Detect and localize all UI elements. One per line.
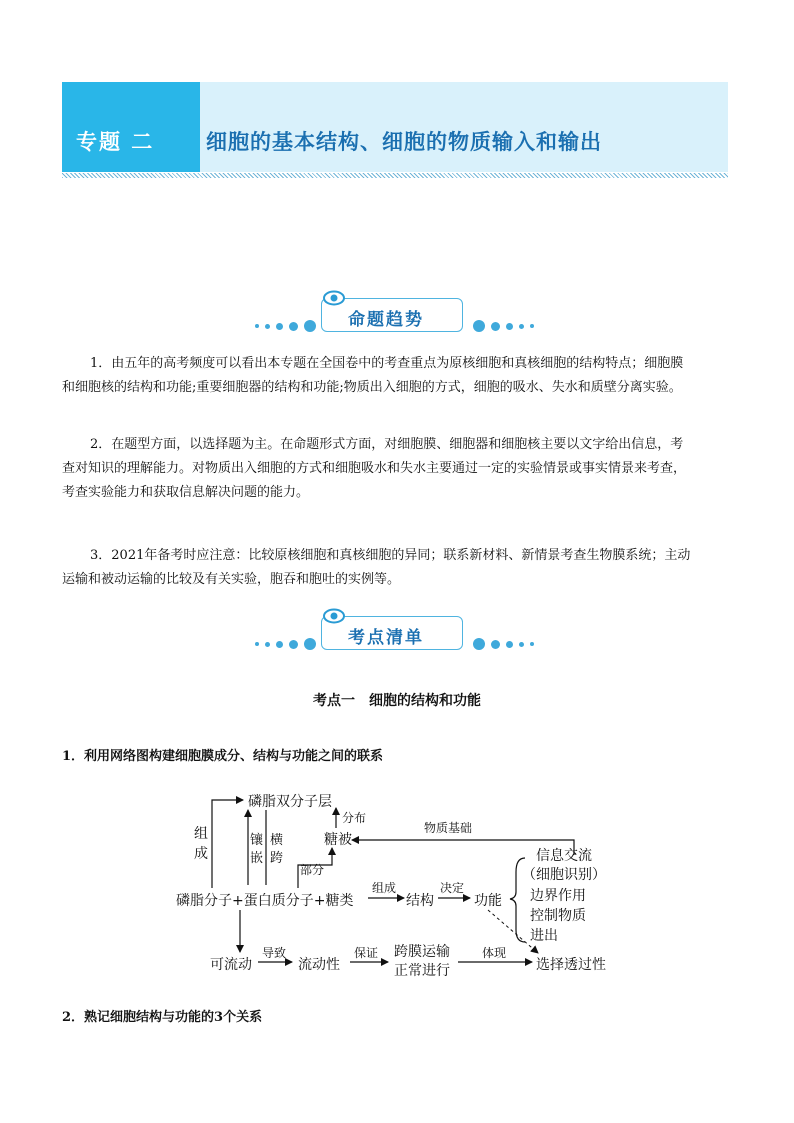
paragraph-line: 考查实验能力和获取信息解决问题的能力。 [62,485,310,500]
topic-title: 细胞的基本结构、细胞的物质输入和输出 [206,129,602,154]
label-compose-2: 成 [194,846,208,862]
paragraph-line: 运输和被动运输的比较及有关实验，胞吞和胞吐的实例等。 [62,572,401,587]
node-selective-permeability: 选择透过性 [536,957,606,973]
label-material-basis: 物质基础 [424,821,473,835]
node-transport-2: 正常进行 [394,963,450,979]
label-compose: 组成 [372,881,397,895]
node-structure: 结构 [406,893,434,909]
badge-dots-left [255,320,316,332]
badge-dots-right [473,638,534,650]
section-title-checklist: 考点清单 [348,628,424,648]
header-divider [62,173,728,178]
subsection-title: 考点一 细胞的结构和功能 [313,693,481,709]
section-badge-checklist [255,614,539,654]
node-control-material: 控制物质 [530,908,586,924]
paragraph-line: 查对知识的理解能力。对物质出入细胞的方式和细胞吸水和失水主要通过一定的实验情景或事实情景来考查， [62,461,687,476]
section-title-trend: 命题趋势 [348,310,424,330]
membrane-concept-map [0,780,794,990]
topic-tag: 专题 二 [76,130,155,154]
node-movable: 可流动 [210,957,252,973]
node-transport-1: 跨膜运输 [394,944,450,960]
label-span-1: 横 [270,833,284,848]
node-components: 磷脂分子+蛋白质分子+糖类 [176,893,354,909]
topic-tag-box [62,82,200,172]
node-bilayer: 磷脂双分子层 [248,794,332,810]
label-ensure: 保证 [354,946,379,960]
node-fluidity: 流动性 [298,957,340,973]
node-info-exchange: 信息交流 [536,848,592,864]
badge-dots-left [255,638,316,650]
node-glycocalyx: 糖被 [324,832,352,848]
paragraph-2 [62,433,736,505]
label-reflect: 体现 [482,946,507,960]
label-part: 部分 [300,863,325,877]
node-function: 功能 [474,893,502,909]
paragraph-3 [62,544,736,592]
topic-header [62,82,728,174]
label-distribution: 分布 [342,811,367,825]
paragraph-line: 和细胞核的结构和功能;重要细胞器的结构和功能;物质出入细胞的方式，细胞的吸水、失水和质壁分离实验。 [62,380,682,395]
label-embed-2: 嵌 [250,851,264,866]
paragraph-line: 2．在题型方面，以选择题为主。在命题形式方面，对细胞膜、细胞器和细胞核主要以文字给出信息，考 [90,437,684,452]
node-in-out: 进出 [530,928,558,944]
label-embed-1: 镶 [250,833,264,848]
label-decide: 决定 [440,881,465,895]
paragraph-1 [62,352,736,400]
paragraph-line: 3．2021年备考时应注意：比较原核细胞和真核细胞的异同；联系新材料、新情景考查生物膜系统；主动 [90,548,691,563]
eye-icon [323,290,345,306]
badge-dots-right [473,320,534,332]
node-cell-recognition: （细胞识别） [522,867,606,883]
item-heading-1: 1．利用网络图构建细胞膜成分、结构与功能之间的联系 [62,749,384,764]
label-lead-to: 导致 [262,946,287,960]
label-compose-1: 组 [194,826,208,842]
item-heading-2: 2．熟记细胞结构与功能的3个关系 [62,1010,263,1025]
node-boundary: 边界作用 [530,888,586,904]
section-badge-trend [255,296,539,336]
eye-icon [323,608,345,624]
paragraph-line: 1．由五年的高考频度可以看出本专题在全国卷中的考查重点为原核细胞和真核细胞的结构特点；细胞膜 [90,356,684,371]
label-span-2: 跨 [270,851,284,866]
